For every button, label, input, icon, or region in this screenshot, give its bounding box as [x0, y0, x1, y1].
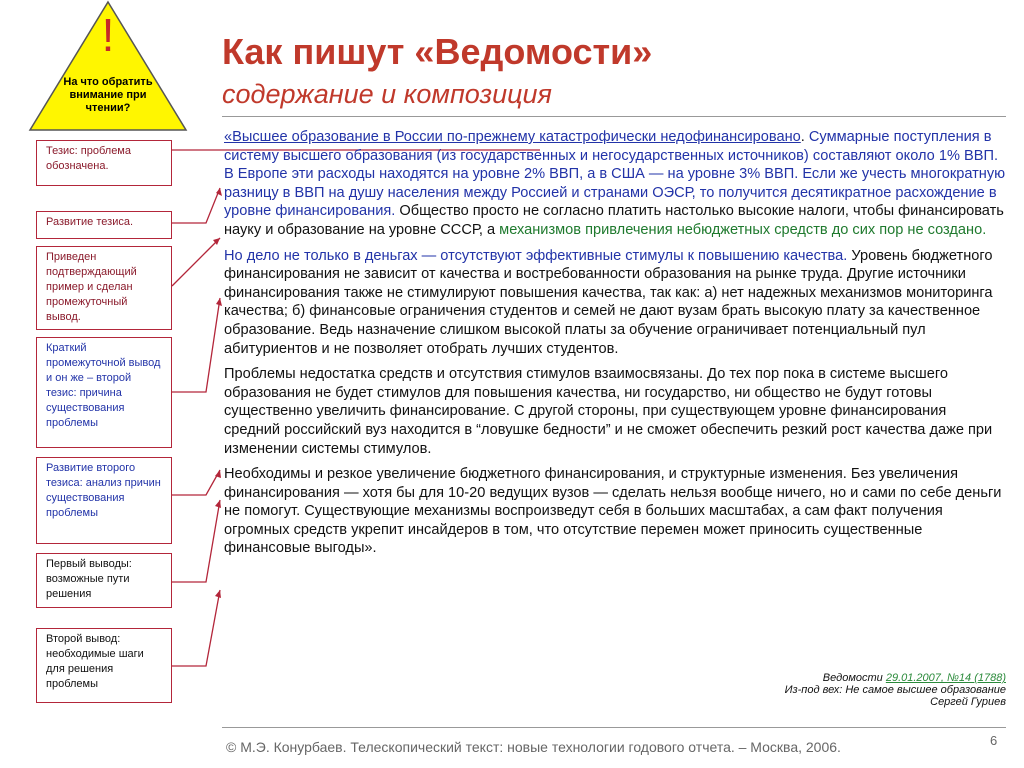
paragraph-1: «Высшее образование в России по-прежнему катастрофически недофинансировано. Суммарные поступления в систему высшего образования (из государственных и негосударственных источников) составляют около 1% ВВП. В Европе эти расходы находятся на уровне 2% ВВП, а в США — на уровне 3% ВВП. Если же учесть многократную разницу в ВВП на душу населения между Россией и странами ОЭСР, то получится десятикратное расхождение в уровне финансирования. Общество просто не согласно платить настолько высокие налоги, чтобы финансировать науку и образование на уровне СССР, а механизмов привлечения небюджетных средств до сих пор не создано.	[224, 129, 1006, 238]
paragraph-3: Проблемы недостатка средств и отсутствия стимулов взаимосвязаны. До тех пор пока в системе высшего образования не будет стимулов для повышения качества, ни государство, ни общество не будут готовы существенно увеличить финансирование. С другой стороны, при существующем уровне финансирования средний российский вуз находится в “ловушке бедности” и не сможет обеспечить резкий рост качества даже при изменении системы стимулов.	[224, 366, 993, 457]
thesis-sentence: «Высшее образование в России по-прежнему катастрофически недофинансировано	[224, 129, 801, 145]
page-number: 6	[990, 733, 998, 748]
page-title: Как пишут «Ведомости»	[222, 31, 653, 72]
note-thesis: Тезис: проблема обозначена.	[36, 140, 172, 186]
note-second-thesis-development: Развитие второго тезиса: анализ причин существования проблемы	[36, 457, 172, 544]
exclamation-mark: !	[101, 9, 115, 61]
note-thesis-development: Развитие тезиса.	[36, 211, 172, 239]
page-subtitle: содержание и композиция	[222, 79, 552, 109]
thesis-development: Суммарные поступления в систему высшего образования (из государственных и негосударственных источников) составляют около 1% ВВП. В Европе эти расходы находятся на уровне 2% ВВП, а в США — на уровне 3% ВВП. Если же учесть многократную разницу в ВВП на душу населения между Россией и странами ОЭСР, то получится десятикратное расхождение в уровне финансирования.	[224, 129, 1006, 220]
green-highlight: механизмов привлечения небюджетных средств до сих пор не создано.	[499, 221, 987, 238]
footer-divider	[222, 727, 1006, 728]
paragraph-4: Необходимы и резкое увеличение бюджетного финансирования, и структурные изменения. Без увеличения финансирования — хотя бы для 10-20 ведущих вузов — сделать нельзя вообще ничего, но и сами по себе деньги не помогут. Существующие механизмы воспроизведут себя в больших масштабах, а сам факт получения огромных средств укрепит инсайдеров в том, что отсутствие перемен может приносить существенные финансовые выгоды».	[224, 466, 1002, 557]
note-intermediate-conclusion: Краткий промежуточной вывод и он же – второй тезис: причина существования проблемы	[36, 337, 172, 448]
footer-copyright: © М.Э. Конурбаев. Телескопический текст: новые технологии годового отчета. – Москва, 2006.	[226, 739, 841, 755]
note-supporting-example: Приведен подтверждающий пример и сделан промежуточный вывод.	[36, 246, 172, 330]
article-text	[224, 128, 1006, 565]
note-first-conclusions: Первый выводы: возможные пути решения	[36, 553, 172, 608]
paragraph-2: Но дело не только в деньгах — отсутствуют эффективные стимулы к повышению качества. Уровень бюджетного финансирования не зависит от качества и востребованности образования на рынке труда. Другие источники финансирования также не стимулируют повышения качества, так как: а) нет надежных механизмов мониторинга качества; б) финансовые ограничения студентов и семей не дают вузам брать высокую плату за качественное образование. Ведь назначение слишком высокой платы за обучение ограничивает потенциальный пул абитуриентов и не позволяет отобрать лучших студентов.	[224, 247, 993, 357]
issue-link[interactable]: 29.01.2007, №14 (1788)	[885, 672, 1006, 684]
source-citation: Ведомости 29.01.2007, №14 (1788) Из-под вех: Не самое высшее образование Сергей Гуриев	[784, 672, 1006, 708]
article-author: Сергей Гуриев	[930, 696, 1006, 708]
second-thesis: Но дело не только в деньгах — отсутствуют эффективные стимулы к повышению качества.	[224, 247, 848, 264]
article-title: Из-под вех: Не самое высшее образование	[784, 684, 1006, 696]
note-second-conclusion: Второй вывод: необходимые шаги для решения проблемы	[36, 628, 172, 703]
warning-question: На что обратить внимание при чтении?	[63, 76, 153, 114]
